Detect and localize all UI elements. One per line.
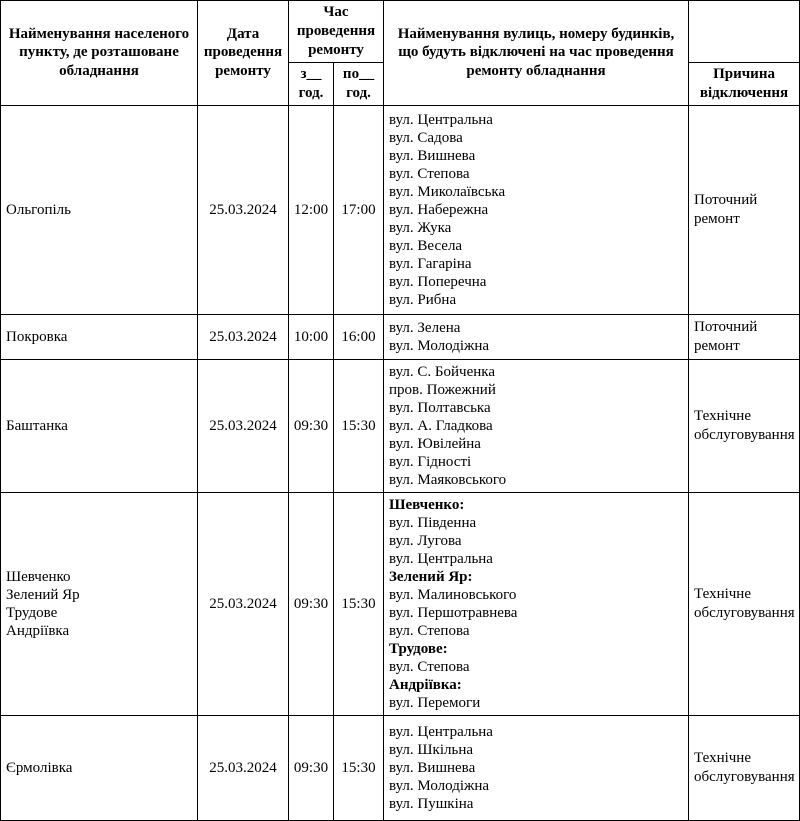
street-line: вул. Гагаріна bbox=[389, 255, 472, 272]
street-group-label: Зелений Яр: bbox=[389, 568, 473, 585]
street-line: вул. Степова bbox=[389, 622, 470, 639]
time-from-cell: 12:00 bbox=[289, 105, 334, 314]
street-line: вул. Першотравнева bbox=[389, 604, 518, 621]
reason-cell: Поточний ремонт bbox=[689, 105, 800, 314]
settlement-line: Шевченко bbox=[6, 568, 71, 585]
header-empty-cell bbox=[689, 1, 800, 63]
street-line: вул. Малиновського bbox=[389, 586, 517, 603]
date-cell: 25.03.2024 bbox=[198, 105, 289, 314]
street-line: вул. Гідності bbox=[389, 453, 472, 470]
street-line: вул. Вишнева bbox=[389, 147, 476, 164]
streets-cell bbox=[384, 715, 689, 820]
settlement-cell bbox=[1, 314, 198, 359]
date-cell: 25.03.2024 bbox=[198, 492, 289, 715]
street-line: вул. Південна bbox=[389, 514, 477, 531]
time-from-label-line2: год. bbox=[298, 84, 324, 101]
settlement-line: Андріївка bbox=[6, 622, 70, 639]
street-group-label: Шевченко: bbox=[389, 496, 465, 513]
reason-cell: Технічне обслуговування bbox=[689, 492, 800, 715]
time-from-cell: 09:30 bbox=[289, 359, 334, 492]
street-line: вул. Садова bbox=[389, 129, 463, 146]
time-from-cell: 09:30 bbox=[289, 715, 334, 820]
time-from-label-line1: з__ bbox=[300, 66, 322, 82]
time-to-cell: 17:00 bbox=[334, 105, 384, 314]
street-line: вул. Поперечна bbox=[389, 273, 487, 290]
street-line: вул. Молодіжна bbox=[389, 337, 490, 354]
settlement-cell bbox=[1, 359, 198, 492]
street-line: вул. А. Гладкова bbox=[389, 417, 493, 434]
street-line: вул. Степова bbox=[389, 165, 470, 182]
table-row bbox=[1, 492, 800, 715]
date-cell: 25.03.2024 bbox=[198, 359, 289, 492]
street-line: вул. Лугова bbox=[389, 532, 462, 549]
table-row bbox=[1, 715, 800, 820]
header-date: Дата проведення ремонту bbox=[198, 1, 289, 106]
reason-cell: Технічне обслуговування bbox=[689, 359, 800, 492]
street-line: вул. Пушкіна bbox=[389, 795, 474, 812]
header-reason: Причина відключення bbox=[689, 63, 800, 106]
date-cell: 25.03.2024 bbox=[198, 314, 289, 359]
time-to-cell: 15:30 bbox=[334, 492, 384, 715]
settlement-line: Зелений Яр bbox=[6, 586, 80, 603]
time-to-cell: 15:30 bbox=[334, 715, 384, 820]
street-line: пров. Пожежний bbox=[389, 381, 496, 398]
reason-cell: Технічне обслуговування bbox=[689, 715, 800, 820]
street-line: вул. Полтавська bbox=[389, 399, 491, 416]
settlement-cell bbox=[1, 105, 198, 314]
streets-cell bbox=[384, 492, 689, 715]
street-line: вул. Весела bbox=[389, 237, 463, 254]
settlement-line: Єрмолівка bbox=[6, 759, 73, 776]
street-line: вул. Молодіжна bbox=[389, 777, 490, 794]
streets-cell bbox=[384, 314, 689, 359]
time-from-cell: 10:00 bbox=[289, 314, 334, 359]
header-settlement: Найменування населеного пункту, де розташоване обладнання bbox=[1, 1, 198, 106]
header-time: Час проведення ремонту bbox=[289, 1, 384, 63]
street-line: вул. Набережна bbox=[389, 201, 489, 218]
reason-cell: Поточний ремонт bbox=[689, 314, 800, 359]
time-to-label-line2: год. bbox=[346, 84, 371, 101]
streets-cell bbox=[384, 105, 689, 314]
time-to-cell: 16:00 bbox=[334, 314, 384, 359]
time-to-cell: 15:30 bbox=[334, 359, 384, 492]
table-body bbox=[1, 105, 800, 820]
street-line: вул. С. Бойченка bbox=[389, 363, 496, 380]
time-from-cell: 09:30 bbox=[289, 492, 334, 715]
street-line: вул. Перемоги bbox=[389, 694, 481, 711]
header-streets: Найменування вулиць, номеру будинків, що будуть відключені на час проведення ремонту обладнання bbox=[384, 1, 689, 106]
street-line: вул. Центральна bbox=[389, 111, 493, 128]
street-line: вул. Шкільна bbox=[389, 741, 474, 758]
street-line: вул. Центральна bbox=[389, 723, 493, 740]
settlement-line: Покровка bbox=[6, 328, 68, 345]
street-line: вул. Рибна bbox=[389, 291, 457, 308]
street-line: вул. Миколаївська bbox=[389, 183, 506, 200]
settlement-cell bbox=[1, 715, 198, 820]
table-row bbox=[1, 359, 800, 492]
table-header bbox=[1, 1, 800, 106]
header-time-to bbox=[334, 63, 384, 106]
street-group-label: Андріївка: bbox=[389, 676, 462, 693]
header-row-top bbox=[1, 1, 800, 63]
date-cell: 25.03.2024 bbox=[198, 715, 289, 820]
settlement-line: Баштанка bbox=[6, 417, 68, 434]
table-row bbox=[1, 105, 800, 314]
street-line: вул. Степова bbox=[389, 658, 470, 675]
header-time-from bbox=[289, 63, 334, 106]
settlement-line: Ольгопіль bbox=[6, 201, 71, 218]
streets-cell bbox=[384, 359, 689, 492]
street-line: вул. Вишнева bbox=[389, 759, 476, 776]
settlement-line: Трудове bbox=[6, 604, 58, 621]
settlement-cell bbox=[1, 492, 198, 715]
street-line: вул. Маяковського bbox=[389, 471, 507, 488]
street-group-label: Трудове: bbox=[389, 640, 448, 657]
time-to-label-line1: по__ bbox=[342, 66, 375, 82]
street-line: вул. Ювілейна bbox=[389, 435, 481, 452]
table-row bbox=[1, 314, 800, 359]
street-line: вул. Жука bbox=[389, 219, 452, 236]
street-line: вул. Центральна bbox=[389, 550, 493, 567]
street-line: вул. Зелена bbox=[389, 319, 461, 336]
